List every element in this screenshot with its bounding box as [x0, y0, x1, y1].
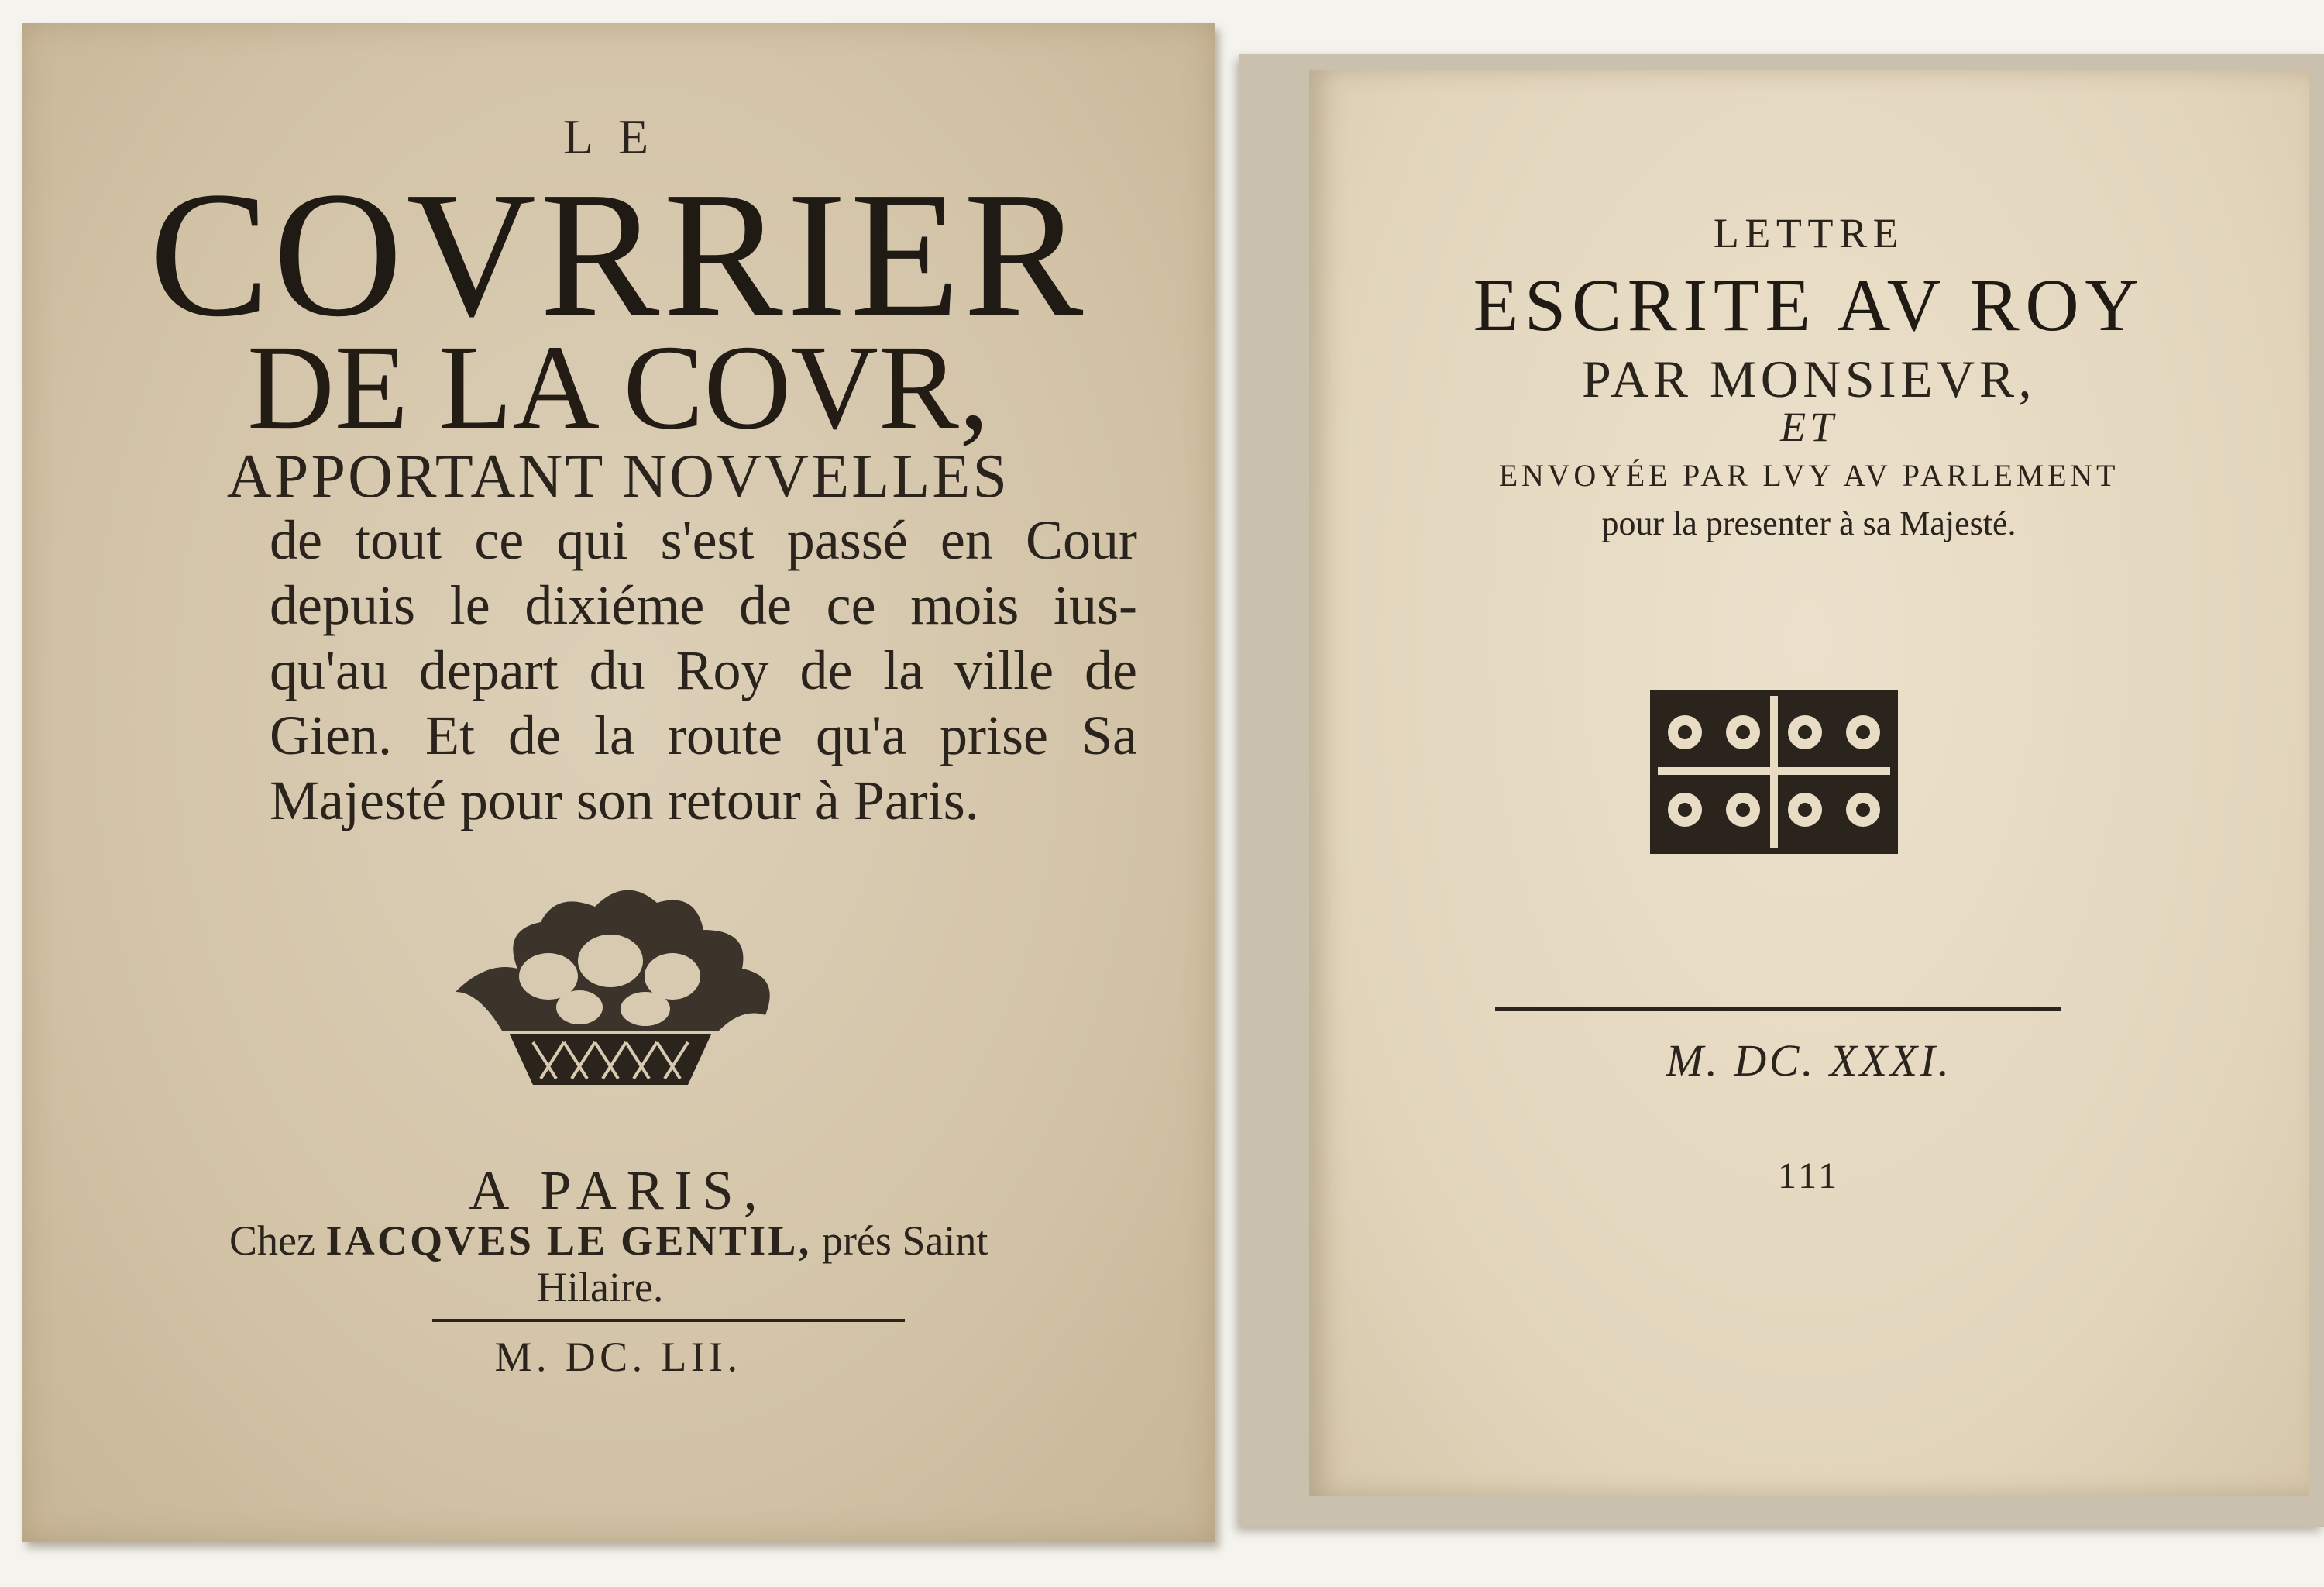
title-apportant: APPORTANT NOVVELLES	[226, 442, 1010, 511]
imprint-printer-line2: Hilaire.	[537, 1264, 664, 1310]
imprint-date: M. DC. LII.	[494, 1334, 742, 1380]
letter-title-5: ENVOYÉE PAR LVY AV PARLEMENT	[1498, 458, 2119, 493]
body-line: de tout ce qui s'est passé en Cour	[270, 509, 1137, 571]
printer-name: IACQVES LE GENTIL,	[325, 1217, 812, 1264]
letter-title-4: ET	[1780, 404, 1838, 450]
printer-prefix: Chez	[229, 1217, 315, 1264]
printer-suffix: prés Saint	[821, 1217, 988, 1264]
date-rule	[1495, 1007, 2061, 1011]
body-line: qu'au depart du Roy de la ville de	[270, 639, 1137, 701]
imprint-place: A PARIS,	[469, 1159, 768, 1221]
letter-title-6: pour la presenter à sa Majesté.	[1601, 504, 2016, 542]
fleuron-block-ornament	[1650, 690, 1898, 854]
body-line: Gien. Et de la route qu'a prise Sa	[270, 704, 1137, 766]
right-title-page	[1309, 70, 2309, 1496]
title-main: COVRRIER	[149, 155, 1088, 354]
fruit-basket-ornament	[432, 876, 789, 1108]
body-line: Majesté pour son retour à Paris.	[270, 769, 979, 831]
title-body	[270, 508, 1137, 833]
title-sub: DE LA COVR,	[247, 320, 989, 454]
title-article: LE	[562, 109, 674, 164]
page-mark: 111	[1778, 1155, 1840, 1196]
letter-date: M. DC. XXXI.	[1666, 1035, 1952, 1086]
letter-title-1: LETTRE	[1713, 210, 1905, 256]
body-line: depuis le dixiéme de ce mois ius-	[270, 574, 1137, 636]
left-title-page	[22, 23, 1215, 1542]
imprint-rule	[432, 1319, 905, 1322]
letter-title-3: PAR MONSIEVR,	[1582, 349, 2036, 408]
imprint-printer	[229, 1217, 988, 1265]
letter-title-2: ESCRITE AV ROY	[1473, 263, 2145, 346]
